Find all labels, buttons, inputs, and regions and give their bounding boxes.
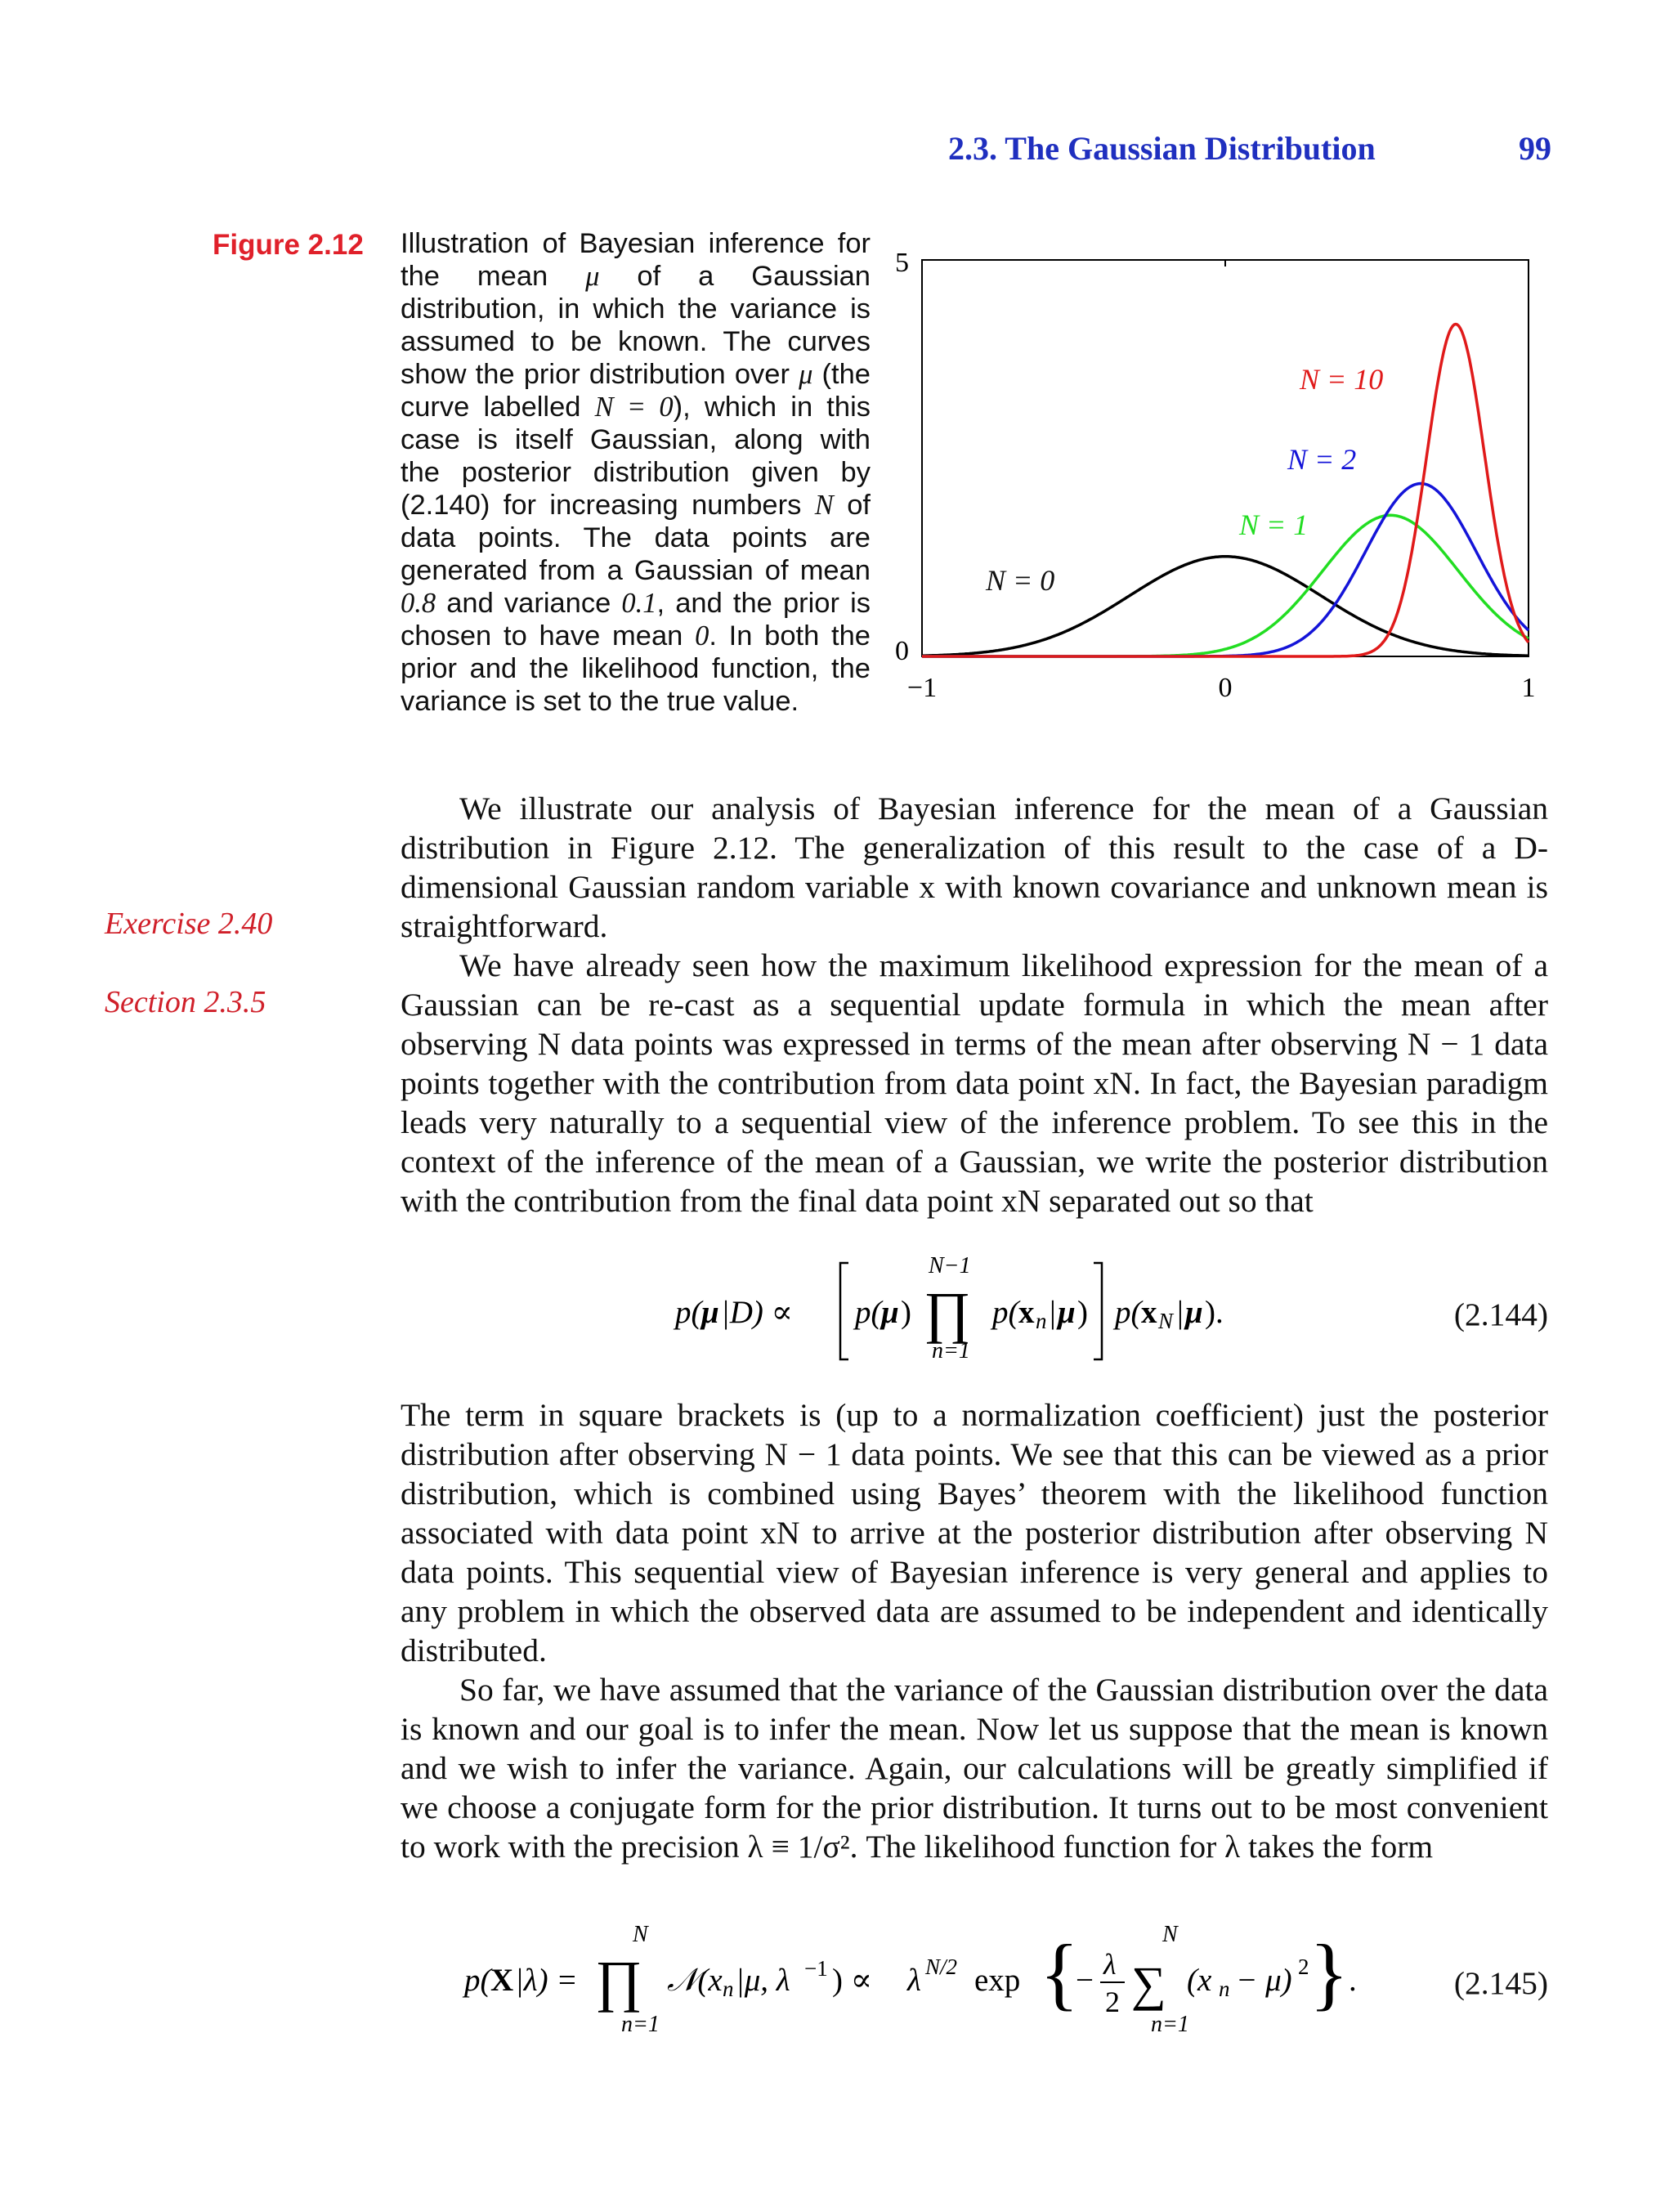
caption-math: 0.8: [401, 588, 436, 619]
caption-text: Illustration of Bayesian inference for the mean: [401, 228, 871, 292]
svg-text:λ: λ: [1103, 1948, 1117, 1981]
svg-text:N: N: [1158, 1309, 1174, 1333]
svg-text:|: |: [1177, 1295, 1184, 1330]
figure-caption: [401, 227, 871, 718]
svg-text:2: 2: [1105, 1986, 1120, 2018]
svg-text:).: ).: [1205, 1295, 1224, 1330]
body-text-top: [401, 789, 1548, 1220]
equation-number: (2.145): [1453, 1965, 1548, 2001]
svg-text:n=1: n=1: [621, 2012, 660, 2037]
svg-text:N: N: [633, 1922, 648, 1947]
caption-math: 0: [695, 620, 709, 652]
paragraph: We have already seen how the maximum likelihood expression for the mean of a Gaussian can be re-cast as a sequential update formula in which the mean after observing N data points was expressed in terms of the mean after observing N − 1 data points together with the contribution from data point xN. In fact, the Bayesian paradigm leads very naturally to a sequential view of the inference problem. To see this in the context of the inference of the mean of a Gaussian, we write the posterior distribution with the contribution from the final data point xN separated out so that: [401, 947, 1548, 1219]
series-label: N = 0: [986, 564, 1055, 597]
series-label: N = 1: [1239, 508, 1309, 541]
svg-text:p(: p(: [855, 1295, 882, 1330]
svg-text:N: N: [1162, 1922, 1178, 1947]
svg-text:n: n: [1036, 1309, 1047, 1333]
svg-text:(x: (x: [1187, 1963, 1212, 1998]
paragraph: The term in square brackets is (up to a normalization coefficient) just the posterior distribution after observing N − 1 data points. We see that this can be viewed as a prior distribution, which is combined using Bayes’ theorem with the likelihood function associated with data point xN to arrive at the posterior distribution after observing N data points. This sequential view of Bayesian inference is very general and applies to any problem in which the observed data are assumed to be independent and identically distributed.: [401, 1397, 1548, 1668]
svg-text:N−1: N−1: [929, 1253, 971, 1278]
svg-text:𝒩(x: 𝒩(x: [667, 1963, 723, 1998]
svg-text:p(: p(: [675, 1295, 702, 1330]
svg-text:2: 2: [1298, 1955, 1309, 1979]
svg-text:∑: ∑: [1131, 1957, 1166, 2011]
equation-2-144: [401, 1247, 1548, 1361]
svg-text:exp: exp: [974, 1963, 1021, 1998]
svg-text:− μ): − μ): [1236, 1963, 1292, 1998]
margin-note-exercise[interactable]: Exercise 2.40: [105, 907, 273, 941]
labels-group: [985, 363, 1383, 597]
svg-text:μ: μ: [1058, 1295, 1076, 1330]
svg-text:N/2: N/2: [925, 1955, 958, 1979]
caption-math: N: [814, 490, 834, 521]
svg-text:n=1: n=1: [1151, 2012, 1189, 2037]
page-number: 99: [1519, 130, 1551, 167]
caption-text: . In both the prior and the likelihood function, the variance is set to the true value.: [401, 620, 871, 717]
series-label: N = 10: [1300, 363, 1384, 396]
svg-text:−: −: [1076, 1963, 1094, 1998]
svg-text:μ: μ: [701, 1295, 719, 1330]
caption-text: of data points. The data points are generated from a Gaussian of mean: [401, 490, 871, 586]
svg-text:X: X: [490, 1963, 514, 1998]
svg-text:): ): [901, 1295, 911, 1330]
caption-text: (the curve labelled: [401, 359, 871, 423]
svg-text:∏: ∏: [924, 1282, 971, 1345]
ticks-group: [895, 248, 1536, 703]
series-label: N = 2: [1287, 443, 1357, 476]
svg-text:μ: μ: [1185, 1295, 1203, 1330]
svg-text:p(: p(: [1115, 1295, 1142, 1330]
body-text-bottom: [401, 1395, 1548, 1866]
equation-number: (2.144): [1453, 1296, 1548, 1332]
equation-2-145: [401, 1917, 1548, 2037]
caption-text: and variance: [436, 588, 622, 619]
svg-text:λ: λ: [907, 1963, 921, 1998]
svg-text:n: n: [1219, 1977, 1230, 2001]
svg-text:∏: ∏: [595, 1950, 642, 2013]
equation-graphic: [401, 1247, 1430, 1361]
svg-text:{: {: [1040, 1928, 1079, 2018]
svg-text:−1: −1: [804, 1956, 828, 1981]
plot-frame: [922, 260, 1529, 656]
caption-math: μ: [585, 261, 600, 292]
svg-text:x: x: [1018, 1295, 1035, 1330]
caption-text: of a Gaussian distribution, in which the variance is assumed to be known. The curves show the prior distribution over: [401, 261, 871, 390]
paragraph: So far, we have assumed that the variance of the Gaussian distribution over the data is known and our goal is to infer the mean. Now let us suppose that the mean is known and we wish to infer the variance. Again, our calculations will be greatly simplified if we choose a conjugate form for the prior distribution. It turns out to be most convenient to work with the precision λ ≡ 1/σ². The likelihood function for λ takes the form: [401, 1672, 1548, 1865]
svg-text:): ): [1077, 1295, 1088, 1330]
curves-group: [922, 325, 1529, 656]
caption-text: , and the prior is chosen to have mean: [401, 588, 871, 652]
svg-text:|μ, λ: |μ, λ: [736, 1963, 790, 1998]
caption-math: 0.1: [621, 588, 657, 619]
y-tick-label: 5: [895, 248, 909, 278]
caption-math: μ: [799, 359, 813, 390]
x-tick-label: 0: [1218, 673, 1233, 703]
svg-text:μ: μ: [881, 1295, 899, 1330]
x-tick-label: −1: [906, 673, 938, 703]
svg-text:x: x: [1141, 1295, 1157, 1330]
paragraph: We illustrate our analysis of Bayesian inference for the mean of a Gaussian distribution in Figure 2.12. The generalization of this result to the case of a D-dimensional Gaussian random variable x with known covariance and unknown mean is straightforward.: [401, 790, 1548, 944]
posterior-chart: [866, 245, 1553, 711]
svg-text:}: }: [1309, 1928, 1349, 2018]
svg-text:p(: p(: [992, 1295, 1019, 1330]
svg-text:n: n: [723, 1977, 734, 2001]
equation-graphic: [401, 1917, 1430, 2040]
svg-text:n=1: n=1: [932, 1338, 970, 1361]
y-tick-label: 0: [895, 636, 909, 666]
caption-text: ), which in this case is itself Gaussian, along with the posterior distribution given by (2.140) for increasing numbers: [401, 392, 871, 521]
svg-text:|: |: [1050, 1295, 1056, 1330]
svg-text:|λ) =: |λ) =: [515, 1963, 578, 1998]
svg-text:.: .: [1349, 1963, 1357, 1998]
svg-text:p(: p(: [464, 1963, 491, 1998]
figure-label: Figure 2.12: [213, 229, 364, 261]
caption-math: N = 0: [594, 392, 674, 423]
running-header: 2.3. The Gaussian Distribution: [948, 130, 1376, 167]
margin-note-section[interactable]: Section 2.3.5: [105, 985, 266, 1019]
svg-text:) ∝: ) ∝: [832, 1963, 873, 1998]
x-tick-label: 1: [1521, 673, 1536, 703]
svg-text:|D) ∝: |D) ∝: [721, 1295, 794, 1330]
